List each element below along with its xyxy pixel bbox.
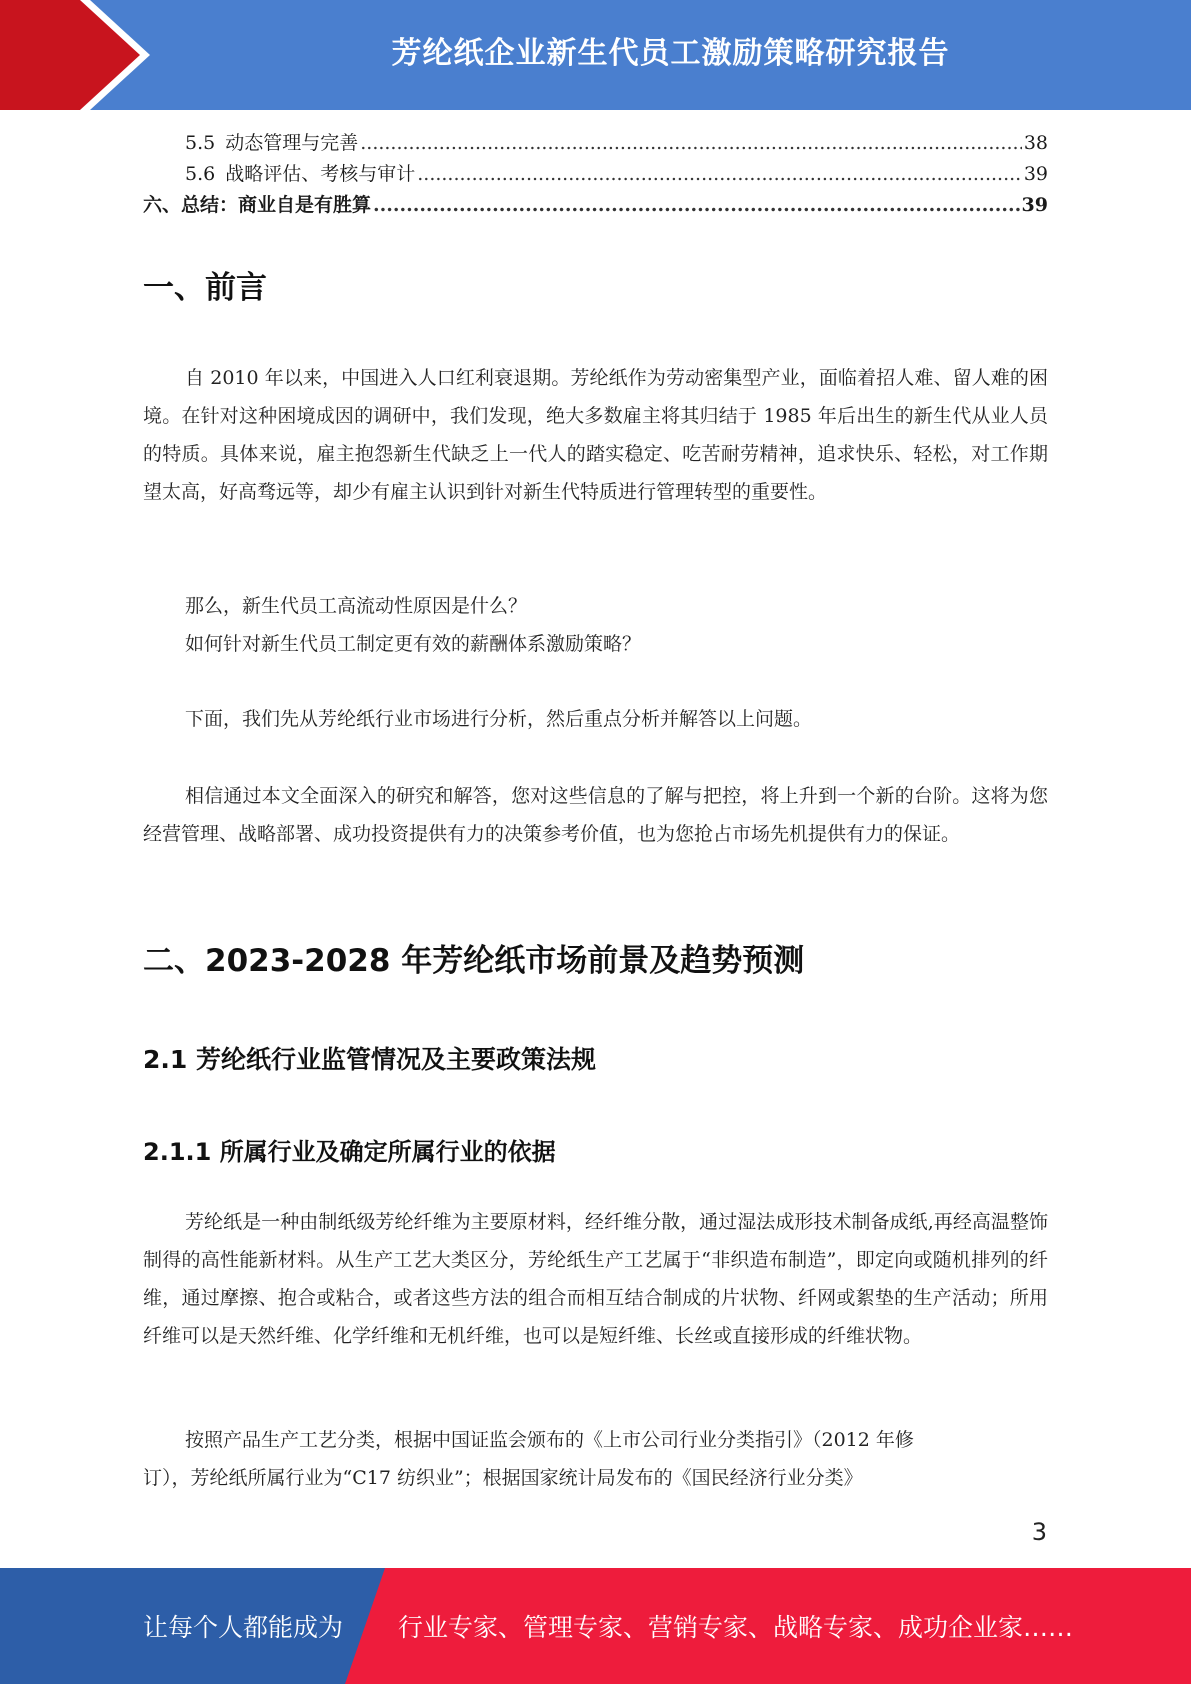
page-number: 3 bbox=[1031, 1518, 1047, 1546]
header-ribbon-decoration bbox=[0, 0, 150, 110]
subsection-heading-2-1-1: 2.1.1 所属行业及确定所属行业的依据 bbox=[143, 1138, 556, 1166]
toc-entry-number: 5.5 bbox=[185, 132, 216, 154]
toc-entry-label: 动态管理与完善 bbox=[225, 132, 359, 154]
toc-entry-label: 六、总结：商业自是有胜算 bbox=[143, 194, 372, 216]
toc-entry-page: 38 bbox=[1023, 132, 1048, 154]
toc-entry[interactable] bbox=[143, 128, 1048, 159]
toc-entry[interactable] bbox=[143, 190, 1048, 221]
paragraph-line: 订），芳纶纸所属行业为“C17 纺织业”；根据国家统计局发布的《国民经济行业分类》 bbox=[143, 1467, 863, 1489]
header-title: 芳纶纸企业新生代员工激励策略研究报告 bbox=[391, 36, 950, 71]
footer-slogan-right: 行业专家、管理专家、营销专家、战略专家、成功企业家…… bbox=[398, 1613, 1074, 1642]
paragraph: 自 2010 年以来，中国进入人口红利衰退期。芳纶纸作为劳动密集型产业，面临着招人难、留人难的困境。在针对这种困境成因的调研中，我们发现，绝大多数雇主将其归结于 1985 年后出生的新生代从业人员的特质。具体来说，雇主抱怨新生代缺乏上一代人的踏实稳定、吃苦耐劳精神，追求快乐、轻松，对工作期望太高，好高骛远等，却少有雇主认识到针对新生代特质进行管理转型的重要性。 bbox=[143, 367, 1048, 503]
question-block bbox=[143, 587, 1048, 663]
footer-slogan-left: 让每个人都能成为 bbox=[143, 1613, 344, 1642]
paragraph-line: 按照产品生产工艺分类，根据中国证监会颁布的《上市公司行业分类指引》（2012 年修 bbox=[185, 1429, 914, 1451]
paragraph: 芳纶纸是一种由制纸级芳纶纤维为主要原材料，经纤维分散，通过湿法成形技术制备成纸,再经高温整饰制得的高性能新材料。从生产工艺大类区分，芳纶纸生产工艺属于“非织造布制造”，即定向或随机排列的纤维，通过摩擦、抱合或粘合，或者这些方法的组合而相互结合制成的片状物、纤网或絮垫的生产活动；所用纤维可以是天然纤维、化学纤维和无机纤维，也可以是短纤维、长丝或直接形成的纤维状物。 bbox=[143, 1211, 1048, 1347]
toc-entry[interactable] bbox=[143, 159, 1048, 190]
section-heading-market-forecast: 二、2023-2028 年芳纶纸市场前景及趋势预测 bbox=[143, 943, 805, 979]
footer-banner bbox=[0, 1568, 1191, 1684]
toc-entry-page: 39 bbox=[1021, 194, 1048, 216]
table-of-contents bbox=[143, 128, 1048, 221]
toc-entry-label: 战略评估、考核与审计 bbox=[225, 163, 416, 185]
paragraph: 下面，我们先从芳纶纸行业市场进行分析，然后重点分析并解答以上问题。 bbox=[185, 708, 813, 730]
toc-entry-page: 39 bbox=[1023, 163, 1048, 185]
section-heading-preface: 一、前言 bbox=[143, 270, 267, 306]
paragraph bbox=[143, 1421, 1048, 1497]
question-line: 如何针对新生代员工制定更有效的薪酬体系激励策略？ bbox=[185, 633, 642, 655]
toc-dot-leader bbox=[417, 159, 1022, 190]
toc-dot-leader bbox=[373, 190, 1020, 221]
paragraph: 相信通过本文全面深入的研究和解答，您对这些信息的了解与把控，将上升到一个新的台阶。这将为您经营管理、战略部署、成功投资提供有力的决策参考价值，也为您抢占市场先机提供有力的保证。 bbox=[143, 785, 1048, 845]
question-line: 那么，新生代员工高流动性原因是什么？ bbox=[185, 595, 528, 617]
header-banner bbox=[0, 0, 1191, 110]
toc-entry-number: 5.6 bbox=[185, 163, 216, 185]
subsection-heading-2-1: 2.1 芳纶纸行业监管情况及主要政策法规 bbox=[143, 1045, 596, 1074]
toc-dot-leader bbox=[360, 128, 1022, 159]
